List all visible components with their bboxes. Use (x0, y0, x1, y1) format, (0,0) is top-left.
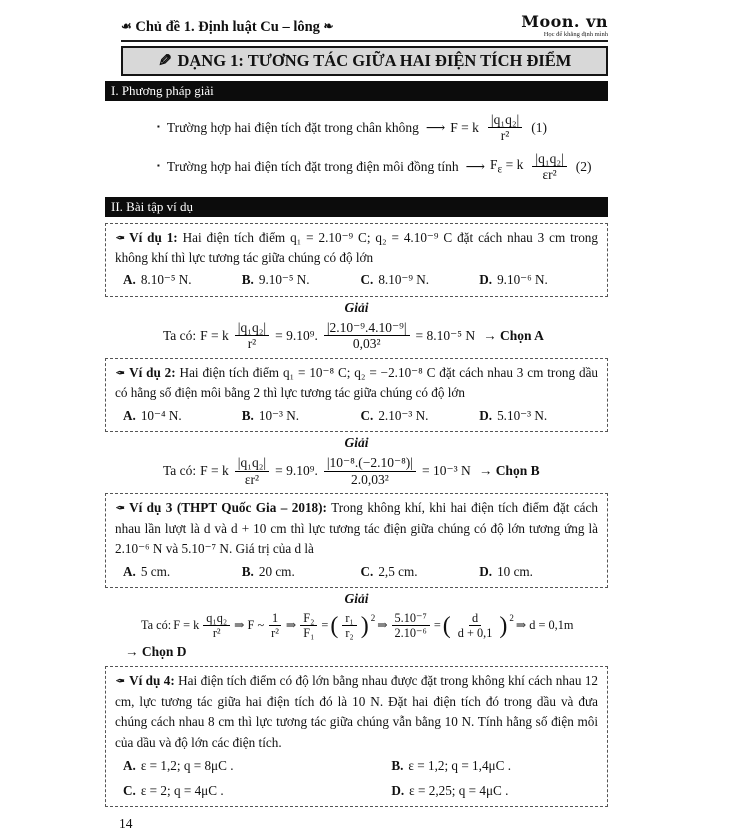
answer-option: B. ε = 1,2; q = 1,4μC . (391, 758, 512, 774)
ornament-left-icon: ☙ (121, 18, 132, 33)
answer-option: B. 9.10⁻⁵ N. (241, 272, 310, 288)
logo-tagline: Học để khẳng định mình (543, 31, 608, 38)
formula-part: = 9.10⁹. (275, 463, 318, 479)
fraction-denominator: εr² (542, 167, 557, 183)
solution-intro: Ta có: (163, 327, 197, 343)
solution-heading: Giải (344, 591, 369, 607)
section-examples-bar: II. Bài tập ví dụ (105, 197, 608, 217)
fraction: $\frac{d}{d + 0,1}$ (457, 611, 493, 641)
example-2-label: Ví dụ 2: (129, 364, 176, 380)
dang-title-text: DẠNG 1: TƯƠNG TÁC GIỮA HAI ĐIỆN TÍCH ĐIỂM (177, 50, 572, 70)
chapter-title: Chủ đề 1. Định luật Cu – lông (131, 18, 324, 35)
page-header (121, 14, 608, 42)
solution-heading: Giải (344, 299, 369, 315)
equation-tag: (2) (575, 158, 592, 174)
method-bullet-1 (157, 112, 608, 144)
bullet1-lhs: F = k (450, 119, 479, 135)
bullet2-lhs: $F_\varepsilon = k$ (490, 157, 524, 176)
example-1-label: Ví dụ 1: (129, 229, 178, 245)
formula-part: ⇒ (285, 618, 297, 633)
answer-option: D. 9.10⁻⁶ N. (479, 272, 548, 288)
page-number: 14 (119, 816, 133, 832)
fraction (532, 151, 566, 183)
pen-icon: ✒ (115, 365, 126, 380)
answer-option: B. 20 cm. (241, 563, 295, 579)
formula-part: ⇒ (377, 618, 388, 633)
example-2-text: Hai điện tích điểm q₁ = 10⁻⁸ C; q₂ = −2.10⁻⁸ C đặt cách nhau 3 cm trong dầu có hằng số điện môi bằng 2 thì lực tương tác giữa chúng có độ lớn (115, 364, 599, 401)
brand-block (521, 14, 608, 39)
formula-part: ⇒ F ~ (234, 618, 265, 633)
solution-intro: Ta có: (163, 463, 197, 479)
answer-option: A. 5 cm. (123, 563, 171, 579)
example-4-label: Ví dụ 4: (129, 673, 175, 689)
fraction-numerator: |q₁q₂| (532, 151, 566, 168)
fraction: $\frac{\text{|10⁻⁸.(−2.10⁻⁸)|}}{\text{2.0,03²}}$ (324, 455, 416, 487)
formula-part: F = k (200, 463, 229, 479)
fraction (488, 112, 522, 144)
chosen-answer: → Chọn B (478, 463, 540, 479)
example-3-box (105, 493, 608, 588)
fraction: $\frac{\text{r₁}}{\text{r₂}}$ (342, 611, 356, 640)
solution-heading: Giải (344, 435, 369, 451)
example-4-answers (115, 756, 598, 801)
example-4-box (105, 666, 608, 807)
formula-part: = 8.10⁻⁵ N (415, 327, 476, 343)
example-1-box (105, 223, 608, 297)
answer-option: C. 8.10⁻⁹ N. (360, 272, 430, 288)
formula-part: = (321, 618, 329, 633)
formula-part: = (433, 618, 441, 633)
dang-title-bar (121, 46, 608, 76)
formula-part: F = k (173, 618, 200, 633)
fraction: $\frac{\text{F₂}}{\text{F₁}}$ (300, 611, 317, 640)
example-1-solution (105, 320, 608, 352)
section-method-bar: I. Phương pháp giải (105, 81, 608, 101)
answer-option: A. 10⁻⁴ N. (123, 407, 182, 423)
exponent: 2 (370, 612, 376, 623)
bullet-icon: ▪ (157, 122, 160, 132)
answer-option: C. 2,5 cm. (360, 563, 418, 579)
equation-tag: (1) (531, 119, 547, 135)
close-paren: ) (360, 612, 369, 639)
chosen-answer: → Chọn D (125, 644, 187, 660)
formula-part: = 9.10⁹. (275, 327, 318, 343)
example-1-answers (115, 270, 598, 290)
exponent: 2 (509, 612, 514, 623)
answer-option: A. ε = 1,2; q = 8μC . (123, 758, 234, 774)
epsilon-subscript: ε (497, 163, 503, 176)
example-2-box (105, 358, 608, 432)
pencil-icon: ✎ (157, 50, 172, 70)
fraction: $\frac{\text{|q₁q₂|}}{\text{εr²}}$ (235, 455, 269, 487)
fraction: $\frac{\text{|q₁q₂|}}{\text{r²}}$ (235, 320, 269, 352)
bullet-icon: ▪ (157, 161, 160, 171)
method-bullet-2 (157, 151, 608, 183)
answer-option: C. 2.10⁻³ N. (360, 407, 429, 423)
example-4-text: Hai điện tích điểm có độ lớn bằng nhau được đặt trong không khí cách nhau 12 cm, lực tương tác giữa hai điện tích đó là 10 N. Đặt hai điện tích đó trong dầu và đưa chúng cách nhau 8 cm thì lực tương tác giữa chúng vẫn bằng 10 N. Tính hằng số điện môi của dầu và độ lớn các điện tích. (115, 673, 599, 750)
chapter-heading (121, 19, 334, 39)
example-2-answers (115, 406, 598, 426)
fraction-numerator: |q₁q₂| (488, 112, 522, 129)
answer-option: D. ε = 2,25; q = 4μC . (391, 782, 509, 798)
bullet2-text: Trường hợp hai điện tích đặt trong điện môi đồng tính (166, 158, 459, 174)
fraction: $\frac{\text{q₁q₂}}{\text{r²}}$ (203, 611, 230, 640)
ornament-right-icon: ❧ (323, 18, 334, 33)
answer-option: A. 8.10⁻⁵ N. (123, 272, 192, 288)
bullet1-text: Trường hợp hai điện tích đặt trong chân không (166, 119, 419, 135)
answer-option: C. ε = 2; q = 4μC . (123, 782, 224, 798)
example-3-text: Trong không khí, khi hai điện tích điểm đặt cách nhau lần lượt là d và d + 10 cm thì lực tương tác điện giữa chúng có độ lớn tương ứng là 2.10⁻⁶ N và 5.10⁻⁷ N. Giá trị của d là (115, 500, 598, 557)
pen-icon: ✒ (115, 674, 126, 689)
close-paren: ) (499, 612, 508, 639)
solution-intro: Ta có: (141, 618, 172, 633)
example-3-label: Ví dụ 3 (THPT Quốc Gia – 2018): (129, 500, 327, 516)
arrow-icon: ⟶ (465, 158, 484, 174)
pen-icon: ✒ (115, 501, 126, 516)
example-3-solution (105, 611, 608, 640)
answer-option: D. 5.10⁻³ N. (479, 407, 548, 423)
fraction: $\frac{1}{\text{r²}}$ (268, 611, 282, 640)
formula-part: F = k (200, 327, 229, 343)
formula-part: = 10⁻³ N (422, 463, 471, 479)
formula-part: ⇒ d = 0,1m (515, 618, 574, 633)
book-page (105, 14, 608, 832)
pen-icon: ✒ (115, 230, 126, 245)
fraction: $\frac{\text{5.10⁻⁷}}{\text{2.10⁻⁶}}$ (392, 611, 430, 640)
arrow-icon: ⟶ (425, 119, 444, 135)
moon-logo: Moon. vn (521, 12, 608, 31)
answer-option: B. 10⁻³ N. (241, 407, 300, 423)
method-list (105, 101, 608, 192)
open-paren: ( (330, 612, 339, 639)
chosen-answer: → Chọn A (483, 327, 544, 343)
answer-option: D. 10 cm. (479, 563, 533, 579)
fraction: $\frac{\text{|2.10⁻⁹.4.10⁻⁹|}}{\text{0,03²}}$ (324, 320, 410, 352)
example-3-answers (115, 562, 598, 582)
example-2-solution (105, 455, 608, 487)
open-paren: ( (442, 612, 451, 639)
fraction-denominator: r² (500, 128, 510, 144)
example-1-text: Hai điện tích điểm q₁ = 2.10⁻⁹ C; q₂ = 4.10⁻⁹ C đặt cách nhau 3 cm trong không khí thì lực tương tác giữa chúng có độ lớn (115, 229, 598, 266)
